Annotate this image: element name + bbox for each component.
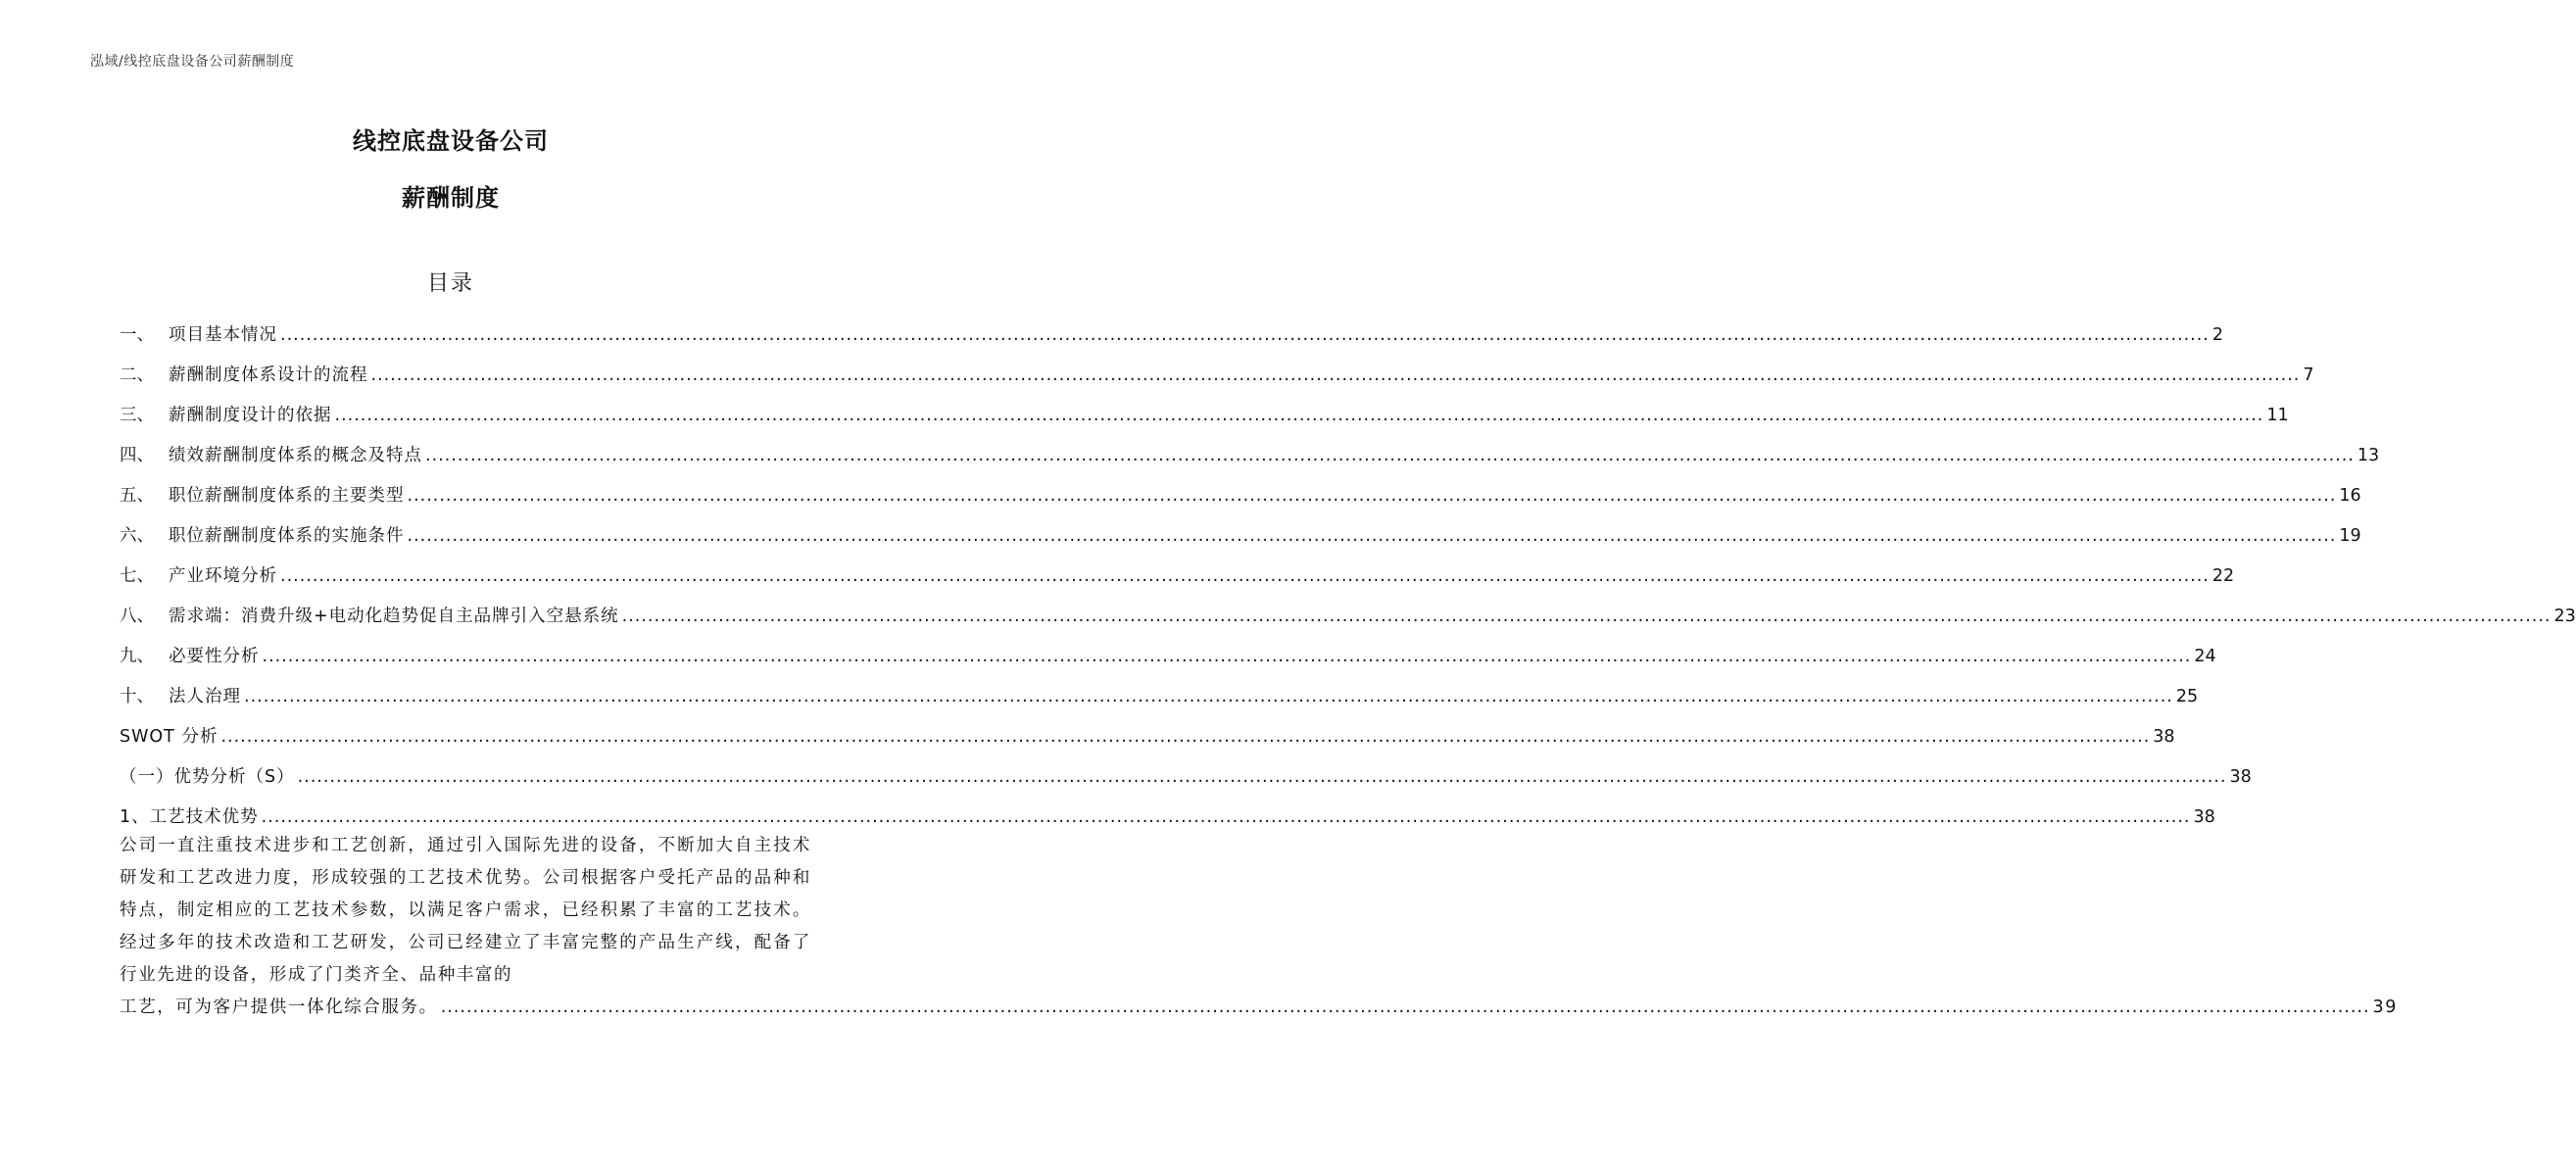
toc-entry-text: SWOT 分析: [120, 727, 219, 747]
toc-entry-number: 九、: [120, 647, 154, 666]
toc-leader-dots: ............................................................................................................................................................................................................................................................................................................: [407, 526, 2337, 546]
toc-leader-dots: ............................................................................................................................................................................................................................................................................................................: [297, 767, 2227, 787]
toc-leader-dots: ............................................................................................................................................................................................................................................................................................................: [425, 446, 2355, 465]
toc-entry-page: 19: [2339, 526, 2361, 546]
toc-entry-number: 七、: [120, 566, 154, 586]
toc-entry-text: 职位薪酬制度体系的主要类型: [169, 486, 405, 506]
toc-entry-number: 三、: [120, 406, 154, 425]
toc-leader-dots: ............................................................................................................................................................................................................................................................................................................: [220, 727, 2151, 747]
toc-leader-dots: ............................................................................................................................................................................................................................................................................................................: [280, 566, 2210, 586]
toc-leader-dots: ............................................................................................................................................................................................................................................................................................................: [440, 997, 2370, 1017]
toc-entry[interactable]: [120, 316, 2223, 356]
toc-entry-text: 1、工艺技术优势: [120, 807, 259, 827]
toc-entry-text: 需求端：消费升级+电动化趋势促自主品牌引入空悬系统: [169, 607, 619, 626]
toc-entry[interactable]: [120, 637, 2216, 677]
toc-leader-dots: ............................................................................................................................................................................................................................................................................................................: [370, 365, 2301, 385]
toc-entry-text: 薪酬制度设计的依据: [169, 406, 332, 425]
document-subtitle: 薪酬制度: [402, 184, 500, 212]
toc-paragraph-entry[interactable]: [120, 830, 2398, 1024]
toc-leader-dots: ............................................................................................................................................................................................................................................................................................................: [262, 647, 2192, 666]
toc-entry[interactable]: [120, 677, 2199, 717]
toc-entry-page: 16: [2339, 486, 2361, 506]
toc-leader-dots: ............................................................................................................................................................................................................................................................................................................: [244, 687, 2173, 706]
toc-entry-number: 一、: [120, 325, 154, 345]
toc-entry-page: 38: [2153, 727, 2175, 747]
toc-entry-page: 39: [2372, 997, 2398, 1017]
toc-entry-number: 二、: [120, 365, 154, 385]
toc-entry-page: 7: [2303, 365, 2314, 385]
toc-leader-dots: ............................................................................................................................................................................................................................................................................................................: [407, 486, 2337, 506]
table-of-contents: [120, 316, 2576, 838]
toc-paragraph-body: 公司一直注重技术进步和工艺创新，通过引入国际先进的设备，不断加大自主技术研发和工艺改进力度，形成较强的工艺技术优势。公司根据客户受托产品的品种和特点，制定相应的工艺技术参数，以满足客户需求，已经积累了丰富的工艺技术。经过多年的技术改造和工艺研发，公司已经建立了丰富完整的产品生产线，配备了行业先进的设备，形成了门类齐全、品种丰富的: [120, 836, 811, 985]
toc-entry-text: 产业环境分析: [169, 566, 277, 586]
toc-entry-page: 22: [2211, 566, 2235, 586]
toc-entry[interactable]: [120, 476, 2361, 516]
toc-entry[interactable]: [120, 396, 2289, 436]
toc-entry[interactable]: [120, 757, 2252, 798]
document-title: 线控底盘设备公司: [353, 127, 549, 155]
toc-entry-text: 职位薪酬制度体系的实施条件: [169, 526, 405, 546]
toc-leader-dots: ............................................................................................................................................................................................................................................................................................................: [334, 406, 2264, 425]
toc-entry[interactable]: [120, 557, 2235, 597]
toc-entry-page: 38: [2229, 767, 2252, 787]
toc-entry[interactable]: [120, 516, 2361, 557]
toc-leader-dots: ............................................................................................................................................................................................................................................................................................................: [261, 807, 2191, 827]
toc-entry-number: 五、: [120, 486, 154, 506]
toc-entry-page: 24: [2194, 647, 2216, 666]
toc-entry-text: 项目基本情况: [169, 325, 277, 345]
toc-entry-page: 11: [2266, 406, 2289, 425]
toc-leader-dots: ............................................................................................................................................................................................................................................................................................................: [280, 325, 2210, 345]
toc-heading: 目录: [426, 271, 474, 296]
toc-entry-page: 25: [2175, 687, 2199, 706]
toc-entry[interactable]: [120, 597, 2576, 637]
toc-paragraph-last-line: [120, 992, 2398, 1024]
toc-entry[interactable]: [120, 717, 2175, 757]
toc-entry-number: 六、: [120, 526, 154, 546]
toc-entry-text: 法人治理: [169, 687, 241, 706]
toc-entry-text: 绩效薪酬制度体系的概念及特点: [169, 446, 422, 465]
toc-entry-text: 薪酬制度体系设计的流程: [169, 365, 368, 385]
toc-entry-page: 13: [2357, 446, 2380, 465]
running-header: 泓域/线控底盘设备公司薪酬制度: [90, 54, 295, 70]
toc-paragraph-tail: 工艺，可为客户提供一体化综合服务。: [120, 997, 438, 1017]
toc-entry-number: 八、: [120, 607, 154, 626]
toc-entry-number: 十、: [120, 687, 154, 706]
toc-entry-page: 2: [2211, 325, 2223, 345]
toc-entry[interactable]: [120, 356, 2314, 396]
toc-entry-text: （一）优势分析（S）: [120, 767, 295, 787]
toc-leader-dots: ............................................................................................................................................................................................................................................................................................................: [621, 607, 2552, 626]
toc-entry[interactable]: [120, 436, 2380, 476]
toc-entry-text: 必要性分析: [169, 647, 260, 666]
toc-entry-page: 23: [2553, 607, 2576, 626]
toc-entry-number: 四、: [120, 446, 154, 465]
toc-entry-page: 38: [2193, 807, 2215, 827]
